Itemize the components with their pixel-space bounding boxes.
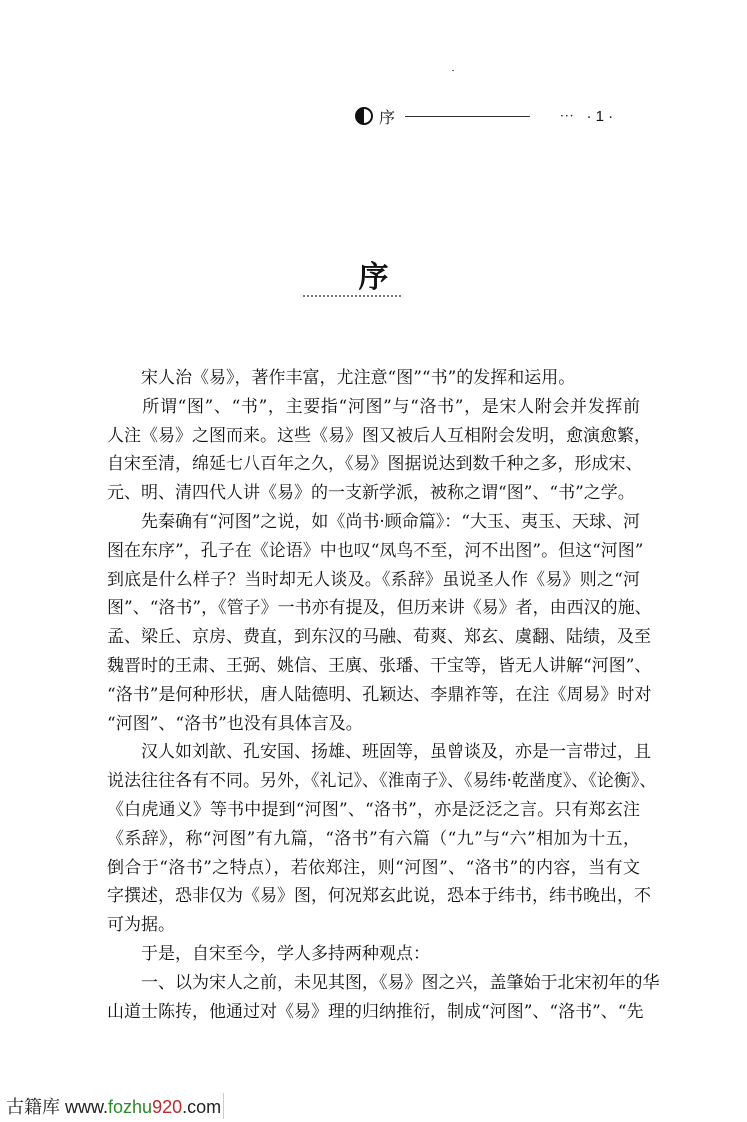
text-line: 山道士陈抟，他通过对《易》理的归纳推衍，制成“河图”、“洛书”、“先	[107, 1001, 644, 1022]
page-title: 序	[358, 260, 389, 295]
text-line: 可为据。	[107, 915, 175, 936]
text-line: 汉人如刘歆、孔安国、扬雄、班固等，虽曾谈及，亦是一言带过，且	[107, 742, 651, 763]
header-section: 序	[379, 107, 396, 127]
text-line: 图”、“洛书”，《管子》一书亦有提及，但历来讲《易》者，由西汉的施、	[107, 598, 652, 619]
text-line: 到底是什么样子？当时却无人谈及。《系辞》虽说圣人作《易》则之“河	[107, 569, 640, 590]
text-line: “洛书”是何种形状，唐人陆德明、孔颖达、李鼎祚等，在注《周易》时对	[107, 684, 652, 705]
text-line: 一、以为宋人之前，未见其图，《易》图之兴，盖肇始于北宋初年的华	[107, 972, 660, 993]
text-line: 人注《易》之图而来。这些《易》图又被后人互相附会发明，愈演愈繁，	[107, 425, 651, 446]
scan-speck	[452, 70, 454, 71]
watermark-tld: .com	[182, 1097, 222, 1117]
title-ornament	[303, 289, 401, 297]
text-line: 字撰述，恐非仅为《易》图，何况郑玄此说，恐本于纬书，纬书晚出，不	[107, 886, 651, 907]
text-line: 先秦确有“河图”之说，如《尚书·顾命篇》：“大玉、夷玉、天球、河	[107, 511, 640, 532]
body-text	[107, 364, 660, 1026]
text-line: 于是，自宋至今，学人多持两种观点：	[107, 943, 430, 964]
watermark-footer[interactable]	[6, 1093, 224, 1119]
text-line: 元、明、清四代人讲《易》的一支新学派，被称之谓“图”、“书”之学。	[107, 483, 635, 504]
page-number: · 1 ·	[586, 107, 614, 125]
watermark-number: 920	[152, 1097, 183, 1117]
text-line: 宋人治《易》，著作丰富，尤注意“图”“书”的发挥和运用。	[107, 368, 576, 388]
text-line: 自宋至清，绵延七八百年之久，《易》图据说达到数千种之多，形成宋、	[107, 454, 643, 475]
text-line: 孟、梁丘、京房、费直，到东汉的马融、荀爽、郑玄、虞翻、陆绩，及至	[107, 627, 651, 648]
watermark-name: 古籍库	[6, 1097, 60, 1117]
text-line: 倒合于“洛书”之特点），若依郑注，则“河图”、“洛书”的内容，当有文	[107, 857, 640, 878]
text-line: 所谓“图”、“书”，主要指“河图”与“洛书”，是宋人附会并发挥前	[107, 396, 640, 417]
yin-yang-icon	[355, 107, 373, 125]
text-line: 魏晋时的王肃、王弼、姚信、王廙、张璠、干宝等，皆无人讲解“河图”、	[107, 655, 652, 676]
running-header	[355, 104, 635, 128]
header-rule	[405, 116, 530, 117]
text-line: 说法往往各有不同。另外，《礼记》、《淮南子》、《易纬·乾凿度》、《论衡》、	[107, 771, 657, 792]
text-line: 图在东序”，孔子在《论语》中也叹“凤鸟不至，河不出图”。但这“河图”	[107, 540, 644, 561]
text-line: “河图”、“洛书”也没有具体言及。	[107, 713, 363, 734]
watermark-www: www.	[65, 1097, 109, 1117]
text-line: 《系辞》，称“河图”有九篇，“洛书”有六篇（“九”与“六”相加为十五，	[107, 828, 640, 849]
header-dots: ···	[560, 109, 575, 123]
text-line: 《白虎通义》等书中提到“河图”、“洛书”，亦是泛泛之言。只有郑玄注	[107, 799, 640, 820]
watermark-domain: fozhu	[108, 1097, 153, 1117]
